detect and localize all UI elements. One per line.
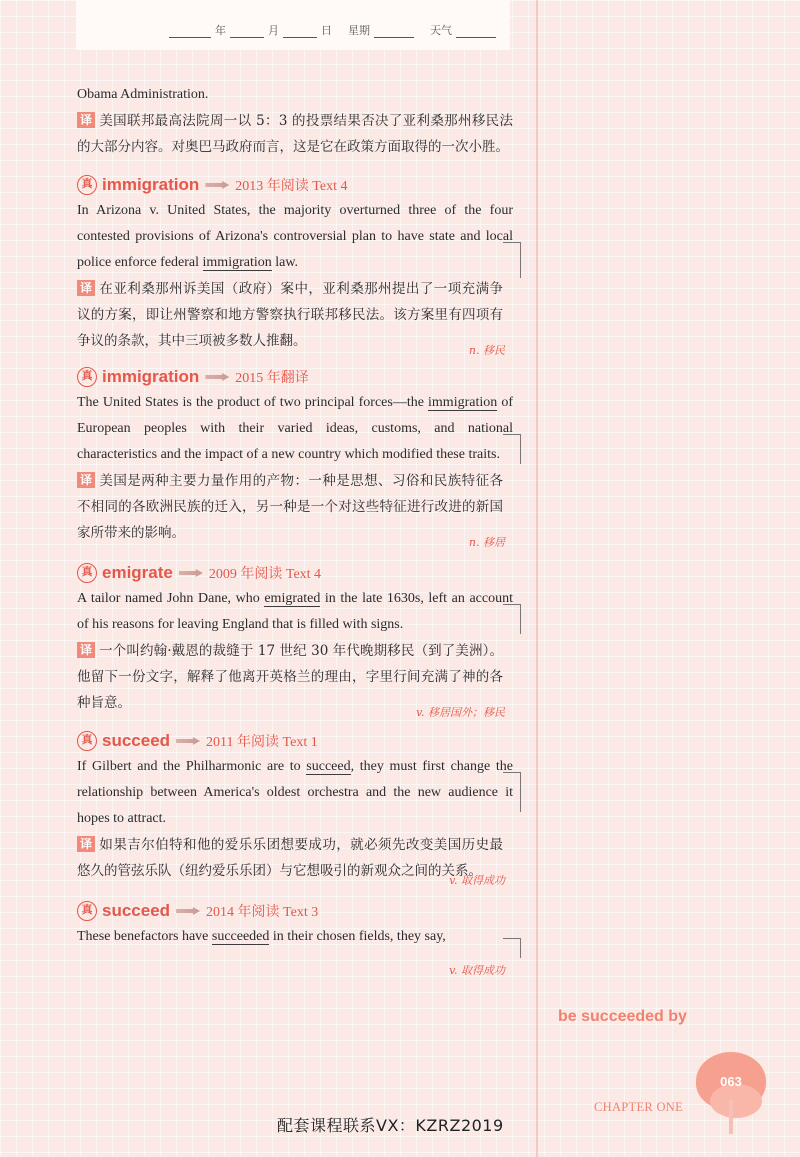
part-of-speech: n. 移民	[468, 344, 505, 357]
entry-heading	[77, 560, 513, 586]
bracket-line	[503, 434, 521, 464]
example-translation: 译 在亚利桑那州诉美国（政府）案中，亚利桑那州提出了一项充满争议的方案，即让州警察和地方警察执行联邦移民法。该方案里有四项有争议的条款，其中三项被多数人推翻。	[77, 281, 503, 349]
year-blank	[169, 26, 211, 38]
keyword-underlined: succeeded	[211, 929, 270, 944]
weather-label: 天气	[430, 24, 452, 37]
translation-badge: 译	[77, 836, 95, 852]
bracket-line	[503, 242, 521, 278]
keyword-underlined: immigration	[202, 255, 272, 270]
part-of-speech: v. 移居国外；移民	[416, 706, 505, 719]
week-blank	[374, 26, 414, 38]
entry-heading	[77, 728, 513, 754]
intro-block	[77, 82, 513, 160]
entry-succeed-2011	[77, 728, 513, 887]
keyword-underlined: succeed	[306, 759, 351, 774]
entry-emigrate-2009	[77, 560, 513, 719]
arrow-icon	[176, 907, 200, 915]
exam-badge: 真	[77, 901, 97, 921]
week-label: 星期	[348, 24, 370, 37]
bracket-line	[503, 772, 521, 812]
translation-badge: 译	[77, 642, 95, 658]
exam-source: 2014 年阅读 Text 3	[206, 905, 319, 920]
weather-blank	[456, 26, 496, 38]
exam-source: 2015 年翻译	[235, 371, 309, 386]
chapter-label: CHAPTER ONE	[594, 1100, 684, 1114]
entry-heading	[77, 364, 513, 390]
part-of-speech: v. 取得成功	[449, 964, 505, 977]
side-phrase: be succeeded by	[558, 1008, 687, 1025]
month-blank	[230, 26, 264, 38]
entry-heading	[77, 172, 513, 198]
example-translation: 译 一个叫约翰·戴恩的裁缝于 17 世纪 30 年代晚期移民（到了美洲）。他留下一份文字，解释了他离开英格兰的理由，字里行间充满了神的各种旨意。	[77, 643, 503, 711]
translation-badge: 译	[77, 472, 95, 488]
headword: succeed	[102, 901, 171, 920]
part-of-speech: n. 移居	[468, 536, 505, 549]
example-sentence: In Arizona v. United States, the majority overturned three of the four contested provisions of Arizona's controversial plan to have state and local police enforce federal immigration law.	[77, 203, 513, 270]
headword: emigrate	[102, 563, 173, 582]
exam-source: 2011 年阅读 Text 1	[206, 735, 318, 750]
entry-immigration-2015	[77, 364, 513, 549]
example-translation: 译 如果吉尔伯特和他的爱乐乐团想要成功，就必须先改变美国历史最悠久的管弦乐队（纽约爱乐乐团）与它想吸引的新观众之间的关系。	[77, 837, 503, 879]
intro-translation: 译 美国联邦最高法院周一以 5：3 的投票结果否决了亚利桑那州移民法的大部分内容。对奥巴马政府而言，这是它在政策方面取得的一次小胜。	[77, 113, 513, 155]
entry-immigration-2013	[77, 172, 513, 357]
day-blank	[283, 26, 317, 38]
footer-note: 配套课程联系VX：KZRZ2019	[277, 1116, 504, 1135]
arrow-icon	[179, 569, 203, 577]
headword: immigration	[102, 367, 200, 386]
keyword-underlined: emigrated	[264, 591, 321, 606]
translation-badge: 译	[77, 112, 95, 128]
headword: immigration	[102, 175, 200, 194]
bracket-line	[503, 938, 521, 958]
tree-foliage-icon	[710, 1084, 762, 1118]
intro-english: Obama Administration.	[77, 87, 209, 102]
arrow-icon	[205, 181, 229, 189]
day-label: 日	[321, 24, 332, 37]
arrow-icon	[205, 373, 229, 381]
example-sentence: A tailor named John Dane, who emigrated in the late 1630s, left an account of his reasons for leaving England that is filled with signs.	[77, 591, 513, 632]
keyword-underlined: immigration	[428, 395, 498, 410]
translation-badge: 译	[77, 280, 95, 296]
headword: succeed	[102, 731, 171, 750]
exam-badge: 真	[77, 367, 97, 387]
diary-header	[76, 0, 510, 50]
year-label: 年	[215, 24, 226, 37]
page-number: 063	[720, 1074, 742, 1089]
month-label: 月	[268, 24, 279, 37]
exam-badge: 真	[77, 175, 97, 195]
exam-badge: 真	[77, 563, 97, 583]
margin-divider	[536, 0, 538, 1157]
bracket-line	[503, 604, 521, 634]
entry-heading	[77, 898, 513, 924]
example-sentence: If Gilbert and the Philharmonic are to succeed, they must first change the relationship between America's oldest orchestra and the new audience it hopes to attract.	[77, 759, 513, 826]
example-sentence: The United States is the product of two principal forces—the immigration of European peoples with their varied ideas, customs, and national characteristics and the impact of a new country which modified these traits.	[77, 395, 513, 462]
entry-succeed-2014	[77, 898, 513, 977]
arrow-icon	[176, 737, 200, 745]
exam-badge: 真	[77, 731, 97, 751]
tree-trunk-icon	[729, 1100, 733, 1134]
main-content	[77, 82, 513, 977]
part-of-speech: v. 取得成功	[449, 874, 505, 887]
exam-source: 2013 年阅读 Text 4	[235, 179, 348, 194]
example-sentence: These benefactors have succeeded in their chosen fields, they say,	[77, 929, 446, 944]
example-translation: 译 美国是两种主要力量作用的产物：一种是思想、习俗和民族特征各不相同的各欧洲民族的迁入，另一种是一个对这些特征进行改进的新国家所带来的影响。	[77, 473, 503, 541]
exam-source: 2009 年阅读 Text 4	[208, 567, 322, 582]
